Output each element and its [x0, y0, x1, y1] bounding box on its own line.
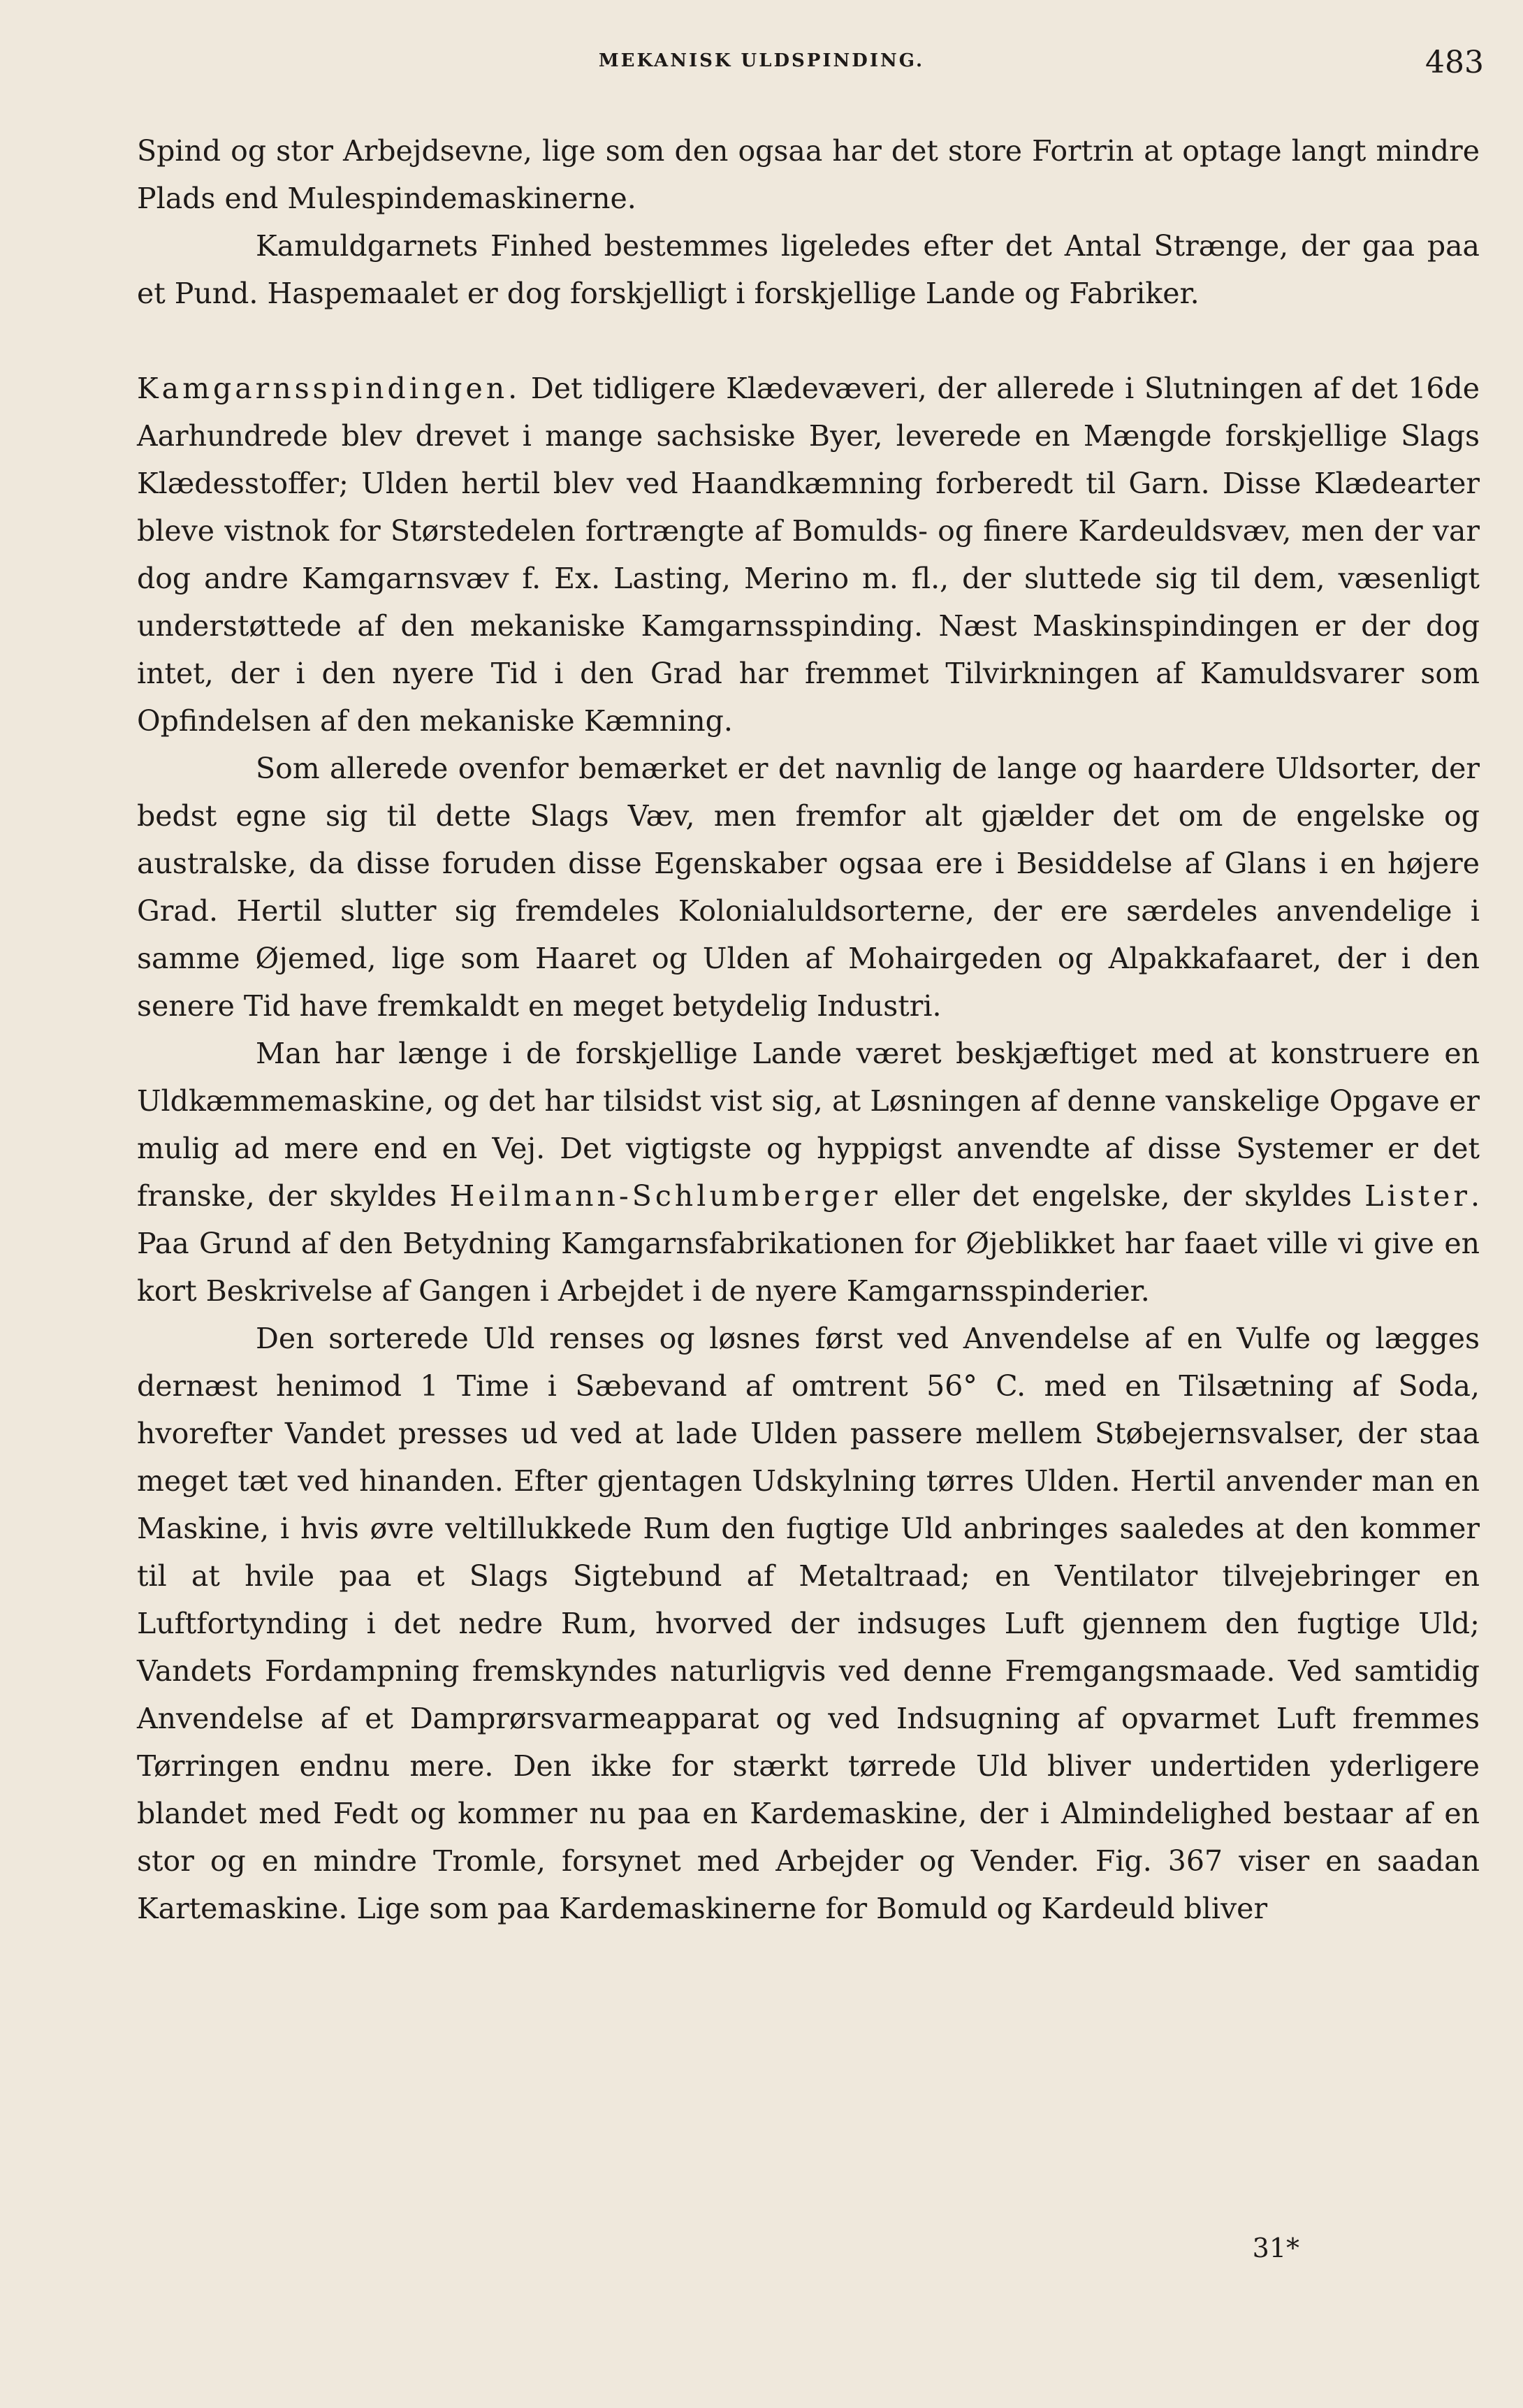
paragraph-5-part-c: . Paa Grund af den Betydning Kamgarnsfabrikationen for Øjeblikket har faaet ville vi give en kort Beskrivelse af Gangen i Arbejdet i de nyere Kamgarnsspinderier. — [137, 1179, 1480, 1308]
paragraph-2: Kamuldgarnets Finhed bestemmes ligeledes efter det Antal Strænge, der gaa paa et Pund. Haspemaalet er dog forskjelligt i forskjellige Lande og Fabriker. — [137, 229, 1480, 310]
page-number: 483 — [1425, 45, 1484, 80]
paragraph-5-part-a: Man har længe i de forskjellige Lande været beskjæftiget med at konstruere en Uldkæmmemaskine, og det har tilsidst vist sig, at Løsningen af denne vanskelige Opgave er mulig ad mere end en Vej. Det vigtigste og hyppigst anvendte af disse Systemer er det franske, der skyldes — [137, 1037, 1480, 1213]
paragraph-6: Den sorterede Uld renses og løsnes først ved Anvendelse af en Vulfe og lægges dernæst henimod 1 Time i Sæbevand af omtrent 56° C. med en Tilsætning af Soda, hvorefter Vandet presses ud ved at lade Ulden passere mellem Støbejernsvalser, der staa meget tæt ved hinanden. Efter gjentagen Udskylning tørres Ulden. Hertil anvender man en Maskine, i hvis øvre veltillukkede Rum den fugtige Uld anbringes saaledes at den kommer til at hvile paa et Slags Sigtebund af Metaltraad; en Ventilator tilvejebringer en Luftfortynding i det nedre Rum, hvorved der indsuges Luft gjennem den fugtige Uld; Vandets Fordampning fremskyndes naturligvis ved denne Fremgangsmaade. Ved samtidig Anvendelse af et Damprørsvarmeapparat og ved Indsugning af opvarmet Luft fremmes Tørringen endnu mere. Den ikke for stærkt tørrede Uld bliver undertiden yderligere blandet med Fedt og kommer nu paa en Kardemaskine, der i Almindelighed bestaar af en stor og en mindre Tromle, forsynet med Arbejder og Vender. Fig. 367 viser en saadan Kartemaskine. Lige som paa Kardemaskinerne for Bomuld og Kardeuld bliver — [137, 1322, 1480, 1925]
paragraph-3-text: Det tidligere Klædevæveri, der allerede i Slutningen af det 16de Aarhundrede blev drevet i mange sachsiske Byer, leverede en Mængde forskjellige Slags Klædesstoffer; Ulden hertil blev ved Haandkæmning forberedt til Garn. Disse Klædearter bleve vistnok for Størstedelen fortrængte af Bomulds- og finere Kardeuldsvæv, men der var dog andre Kamgarnsvæv f. Ex. Lasting, Merino m. fl., der sluttede sig til dem, væsenligt understøttede af den mekaniske Kamgarnsspinding. Næst Maskinspindingen er der dog intet, der i den nyere Tid i den Grad har fremmet Tilvirkningen af Kamuldsvarer som Opfindelsen af den mekaniske Kæmning. — [137, 372, 1480, 738]
running-head: MEKANISK ULDSPINDING. — [598, 50, 925, 71]
name-heilmann-schlumberger: Heilmann-Schlumberger — [449, 1179, 881, 1213]
signature-mark: 31* — [1252, 2233, 1299, 2263]
paragraph-kamgarnsspindingen — [137, 365, 1480, 745]
paragraph-1: Spind og stor Arbejdsevne, lige som den ogsaa har det store Fortrin at optage langt mindre Plads end Mulespindemaskinerne. — [137, 134, 1480, 215]
paragraph-5 — [137, 1030, 1480, 1315]
paragraph-5-part-b: eller det engelske, der skyldes — [880, 1179, 1365, 1213]
section-heading: Kamgarnsspindingen. — [137, 372, 521, 405]
page-body — [137, 127, 1480, 1932]
paragraph-4: Som allerede ovenfor bemærket er det navnlig de lange og haardere Uldsorter, der bedst egne sig til dette Slags Væv, men fremfor alt gjælder det om de engelske og australske, da disse foruden disse Egenskaber ogsaa ere i Besiddelse af Glans i en højere Grad. Hertil slutter sig fremdeles Kolonialuldsorterne, der ere særdeles anvendelige i samme Øjemed, lige som Haaret og Ulden af Mohairgeden og Alpakkafaaret, der i den senere Tid have fremkaldt en meget betydelig Industri. — [137, 752, 1480, 1023]
name-lister: Lister — [1364, 1179, 1471, 1213]
